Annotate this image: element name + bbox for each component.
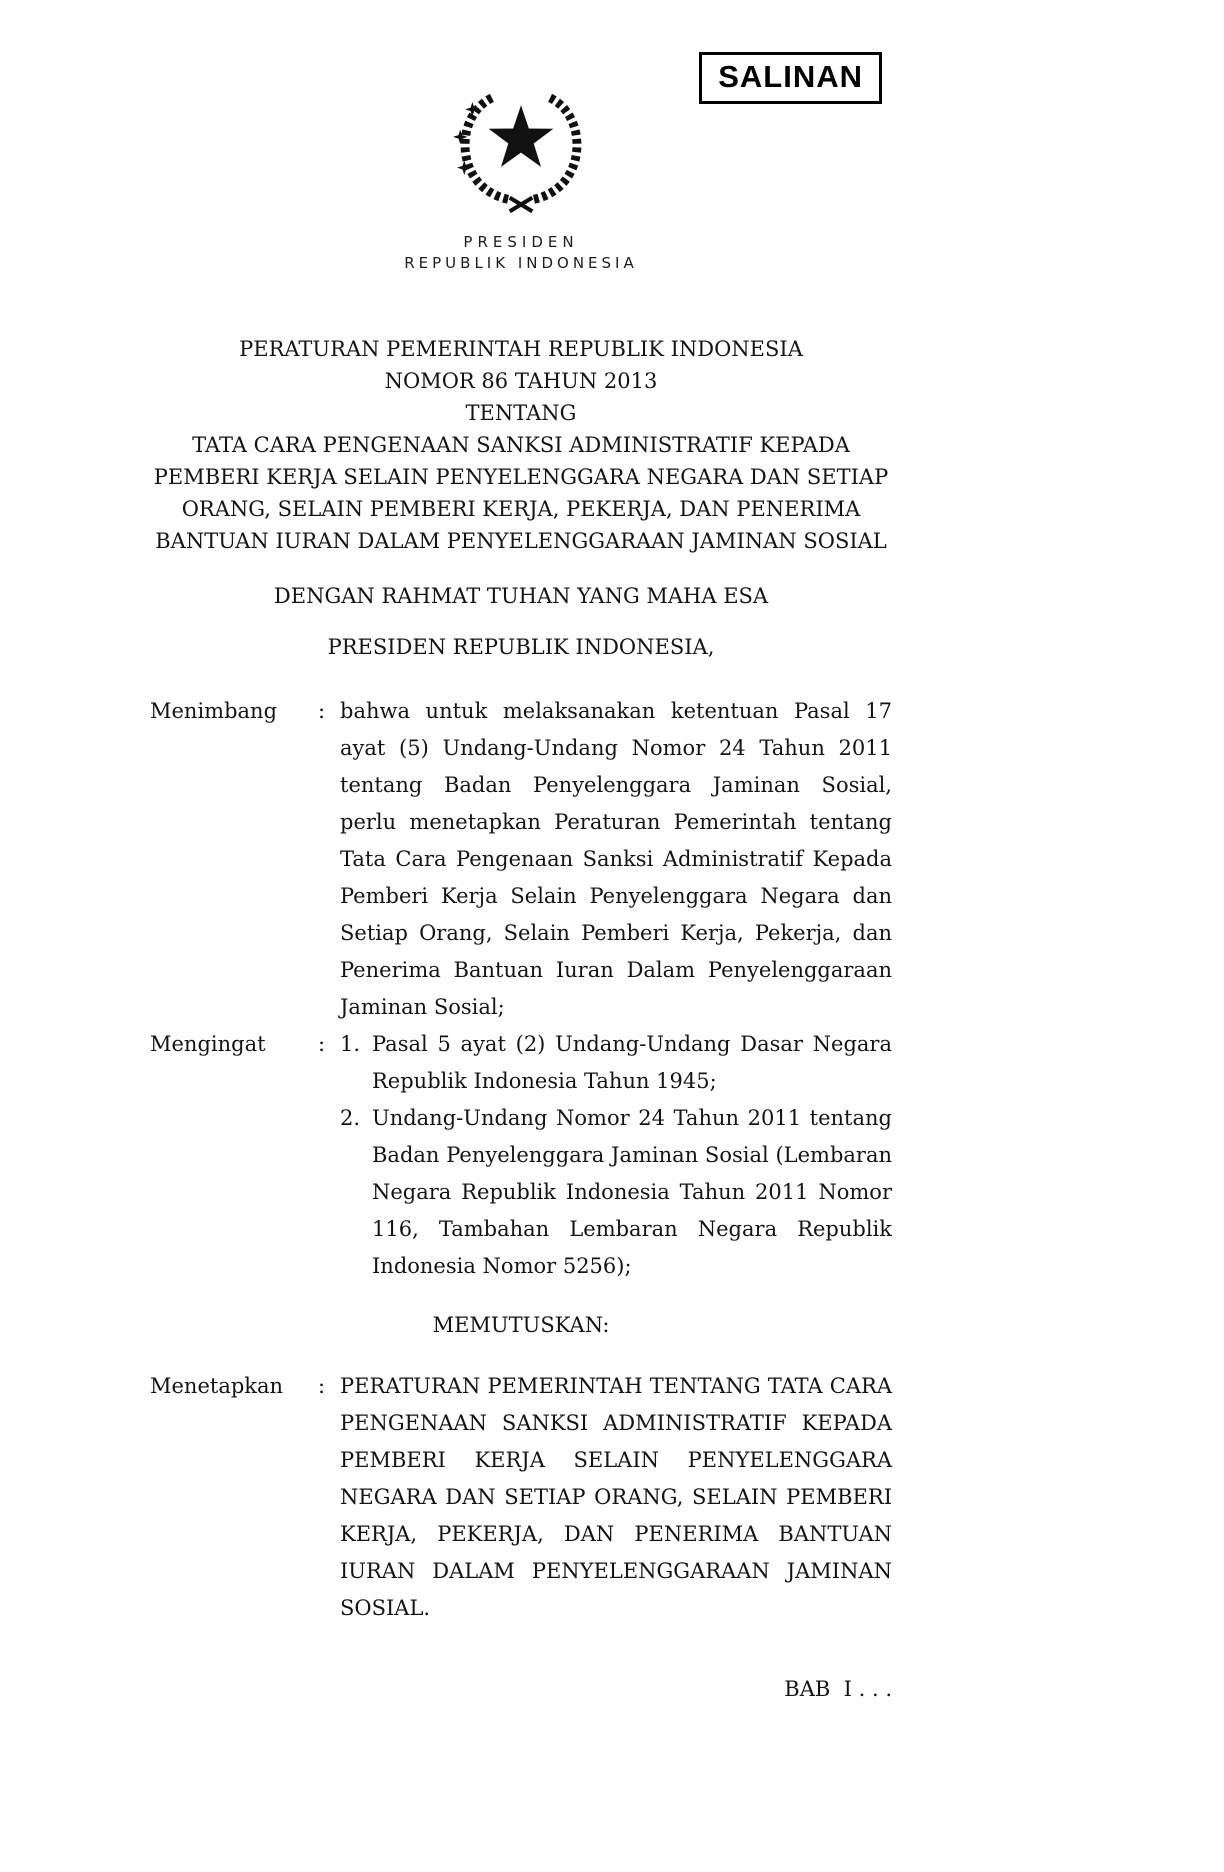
enacting-text: PERATURAN PEMERINTAH TENTANG TATA CARA PENGENAAN SANKSI ADMINISTRATIF KEPADA PEMBERI KERJA SELAIN PENYELENGGARA NEGARA DAN SETIAP ORANG, SELAIN PEMBERI KERJA, PEKERJA, DAN PENERIMA BANTUAN IURAN DALAM PENYELENGGARAAN JAMINAN SOSIAL. (340, 1373, 892, 1620)
legal-basis-list (340, 1026, 892, 1285)
considering-text: bahwa untuk melaksanakan ketentuan Pasal 17 ayat (5) Undang-Undang Nomor 24 Tahun 2011 tentang Badan Penyelenggara Jaminan Sosial, perlu menetapkan Peraturan Pemerintah tentang Tata Cara Pengenaan Sanksi Administratif Kepada Pemberi Kerja Selain Penyelenggara Negara dan Setiap Orang, Selain Pemberi Kerja, Pekerja, dan Penerima Bantuan Iuran Dalam Penyelenggaraan Jaminan Sosial; (340, 698, 892, 1019)
legal-basis-item (340, 1100, 892, 1285)
recalling-section (150, 1026, 892, 1285)
legal-basis-item-number: 1. (340, 1031, 361, 1056)
enacting-colon: : (318, 1373, 326, 1398)
legal-basis-item-text: Pasal 5 ayat (2) Undang-Undang Dasar Negara Republik Indonesia Tahun 1945; (372, 1031, 892, 1093)
title-line-tentang: TENTANG (465, 400, 577, 425)
considering-label: Menimbang (150, 698, 278, 723)
recalling-colon: : (318, 1031, 326, 1056)
title-line-regulation: PERATURAN PEMERINTAH REPUBLIK INDONESIA (239, 337, 803, 362)
enacting-section (150, 1368, 892, 1627)
salinan-stamp: SALINAN (699, 52, 882, 104)
legal-basis-item (340, 1026, 892, 1100)
title-subject: TATA CARA PENGENAAN SANKSI ADMINISTRATIF KEPADA PEMBERI KERJA SELAIN PENYELENGGARA NEGARA DAN SETIAP ORANG, SELAIN PEMBERI KERJA, PEKERJA, DAN PENERIMA BANTUAN IURAN DALAM PENYELENGGARAAN JAMINAN SOSIAL (153, 432, 889, 553)
enacting-label: Menetapkan (150, 1373, 284, 1398)
authority-line: PRESIDEN REPUBLIK INDONESIA, (327, 634, 715, 659)
recalling-label: Mengingat (150, 1031, 266, 1056)
page-continuation-marker: BAB I . . . (784, 1676, 892, 1701)
letterhead (150, 233, 892, 272)
letterhead-republik-indonesia: REPUBLIK INDONESIA (404, 254, 638, 273)
invocation-line: DENGAN RAHMAT TUHAN YANG MAHA ESA (273, 583, 769, 608)
regulation-title (150, 334, 892, 557)
considering-section (150, 693, 892, 1026)
title-line-number: NOMOR 86 TAHUN 2013 (384, 369, 658, 394)
decision-heading: MEMUTUSKAN: (432, 1312, 610, 1337)
legal-basis-item-number: 2. (340, 1105, 361, 1130)
letterhead-presiden: PRESIDEN (463, 233, 579, 252)
considering-colon: : (318, 698, 326, 723)
legal-basis-item-text: Undang-Undang Nomor 24 Tahun 2011 tentang Badan Penyelenggara Jaminan Sosial (Lembaran Negara Republik Indonesia Tahun 2011 Nomor 116, Tambahan Lembaran Negara Republik Indonesia Nomor 5256); (372, 1105, 892, 1278)
presidential-seal-icon (440, 81, 602, 225)
